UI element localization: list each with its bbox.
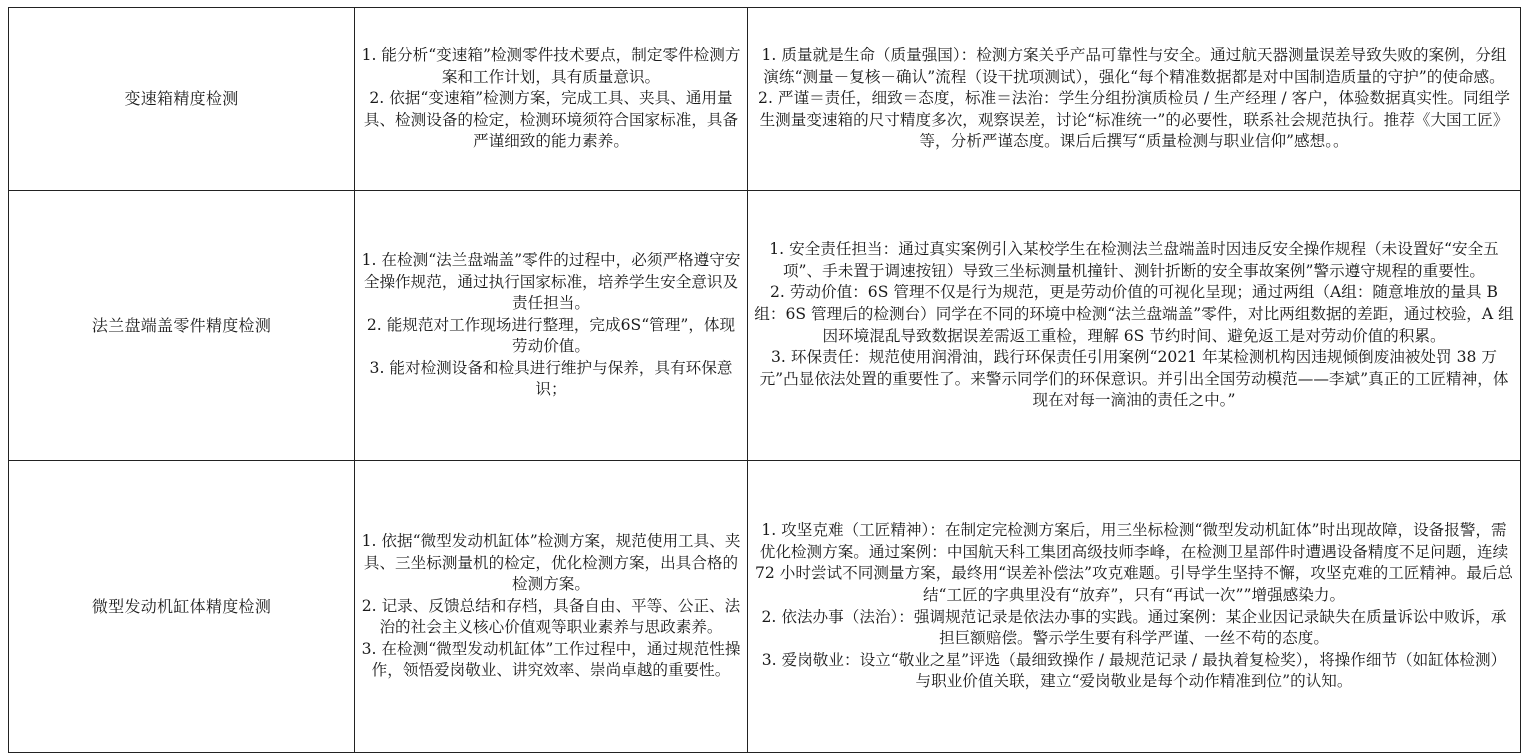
course-design-table: [8, 7, 1521, 753]
table-row: [9, 461, 1521, 753]
task-name-cell: [9, 8, 355, 191]
ideology-item: 3. 环保责任：规范使用润滑油，践行环保责任引用案例“2021 年某检测机构因违规倾倒废油被处罚 38 万元”凸显依法处置的重要性了。来警示同学们的环保意识。并引出全国劳动模范——李斌”真正的工匠精神，体现在对每一滴油的责任之中。”: [759, 348, 1509, 410]
ideology-item: 1. 安全责任担当：通过真实案例引入某校学生在检测法兰盘端盖时因违反安全操作规程（未设置好“安全五项”、手未置于调速按钮）导致三坐标测量机撞针、测针折断的安全事故案例”警示遵守规程的重要性。: [769, 240, 1499, 280]
objective-item: 3. 能对检测设备和检具进行维护与保养，具有环保意识；: [369, 358, 733, 399]
task-name-cell: [9, 461, 355, 753]
ideology-cell: [748, 8, 1521, 191]
task-name: 法兰盘端盖零件精度检测: [91, 315, 272, 335]
ideology-item: 1. 质量就是生命（质量强国）：检测方案关乎产品可靠性与安全。通过航天器测量误差导致失败的案例，分组演练“测量－复核－确认”流程（设干扰项测试），强化“每个精准数据都是对中国制造质量的守护”的使命感。: [761, 46, 1507, 86]
ideology-item: 2. 劳动价值：6S 管理不仅是行为规范，更是劳动价值的可视化呈现；通过两组（A组：随意堆放的量具 B 组：6S 管理后的检测台）同学在不同的环境中检测“法兰盘端盖”零件，对比两组数据的差距，通过校验，A 组因环境混乱导致数据误差需返工重检，理解 6S 节约时间、避免返工是对劳动价值的积累。: [754, 283, 1514, 345]
objective-item: 1. 在检测“法兰盘端盖”零件的过程中，必须严格遵守安全操作规范，通过执行国家标准，培养学生安全意识及责任担当。: [361, 250, 741, 313]
task-name: 微型发动机缸体精度检测: [91, 596, 272, 616]
table-row: [9, 191, 1521, 461]
objective-item: 1. 能分析“变速箱”检测零件技术要点，制定零件检测方案和工作计划，具有质量意识。: [361, 46, 741, 86]
objectives-cell: [355, 8, 748, 191]
objectives-cell: [355, 461, 748, 753]
task-name-cell: [9, 191, 355, 461]
ideology-cell: [748, 461, 1521, 753]
objective-item: 2. 依据“变速箱”检测方案，完成工具、夹具、通用量具、检测设备的检定，检测环境须符合国家标准，具备严谨细致的能力素养。: [363, 89, 739, 151]
objective-item: 2. 记录、反馈总结和存档，具备自由、平等、公正、法治的社会主义核心价值观等职业素养与思政素养。: [361, 596, 741, 637]
objective-item: 1. 依据“微型发动机缸体”检测方案，规范使用工具、夹具、三坐标测量机的检定，优化检测方案，出具合格的检测方案。: [361, 531, 741, 594]
ideology-item: 1. 攻坚克难（工匠精神）：在制定完检测方案后，用三坐标检测“微型发动机缸体”时出现故障，设备报警，需优化检测方案。通过案例：中国航天科工集团高级技师李峰，在检测卫星部件时遭遇设备精度不足问题，连续 72 小时尝试不同测量方案，最终用“误差补偿法”攻克难题。引导学生坚持不懈，攻坚克难的工匠精神。最后总结“工匠的字典里没有“放弃”，只有“再试一次””增强感染力。: [754, 521, 1514, 604]
ideology-item: 3. 爱岗敬业：设立“敬业之星”评选（最细致操作 / 最规范记录 / 最执着复检奖），将操作细节（如缸体检测）与职业价值关联，建立“爱岗敬业是每个动作精准到位”的认知。: [761, 650, 1507, 691]
objective-item: 3. 在检测“微型发动机缸体”工作过程中，通过规范性操作，领悟爱岗敬业、讲究效率、崇尚卓越的重要性。: [361, 639, 741, 680]
objectives-cell: [355, 191, 748, 461]
ideology-item: 2. 依法办事（法治）：强调规范记录是依法办事的实践。通过案例：某企业因记录缺失在质量诉讼中败诉，承担巨额赔偿。警示学生要有科学严谨、一丝不苟的态度。: [761, 607, 1507, 648]
table-row: [9, 8, 1521, 191]
objective-item: 2. 能规范对工作现场进行整理，完成6S“管理”，体现劳动价值。: [366, 315, 736, 356]
ideology-cell: [748, 191, 1521, 461]
task-name: 变速箱精度检测: [124, 89, 239, 109]
ideology-item: 2. 严谨＝责任，细致＝态度，标准＝法治：学生分组扮演质检员 / 生产经理 / 客户，体验数据真实性。同组学生测量变速箱的尺寸精度多次，观察误差，讨论“标准统一”的必要性，联系社会规范执行。推荐《大国工匠》等，分析严谨态度。课后后撰写“质量检测与职业信仰”感想。。: [758, 89, 1510, 151]
